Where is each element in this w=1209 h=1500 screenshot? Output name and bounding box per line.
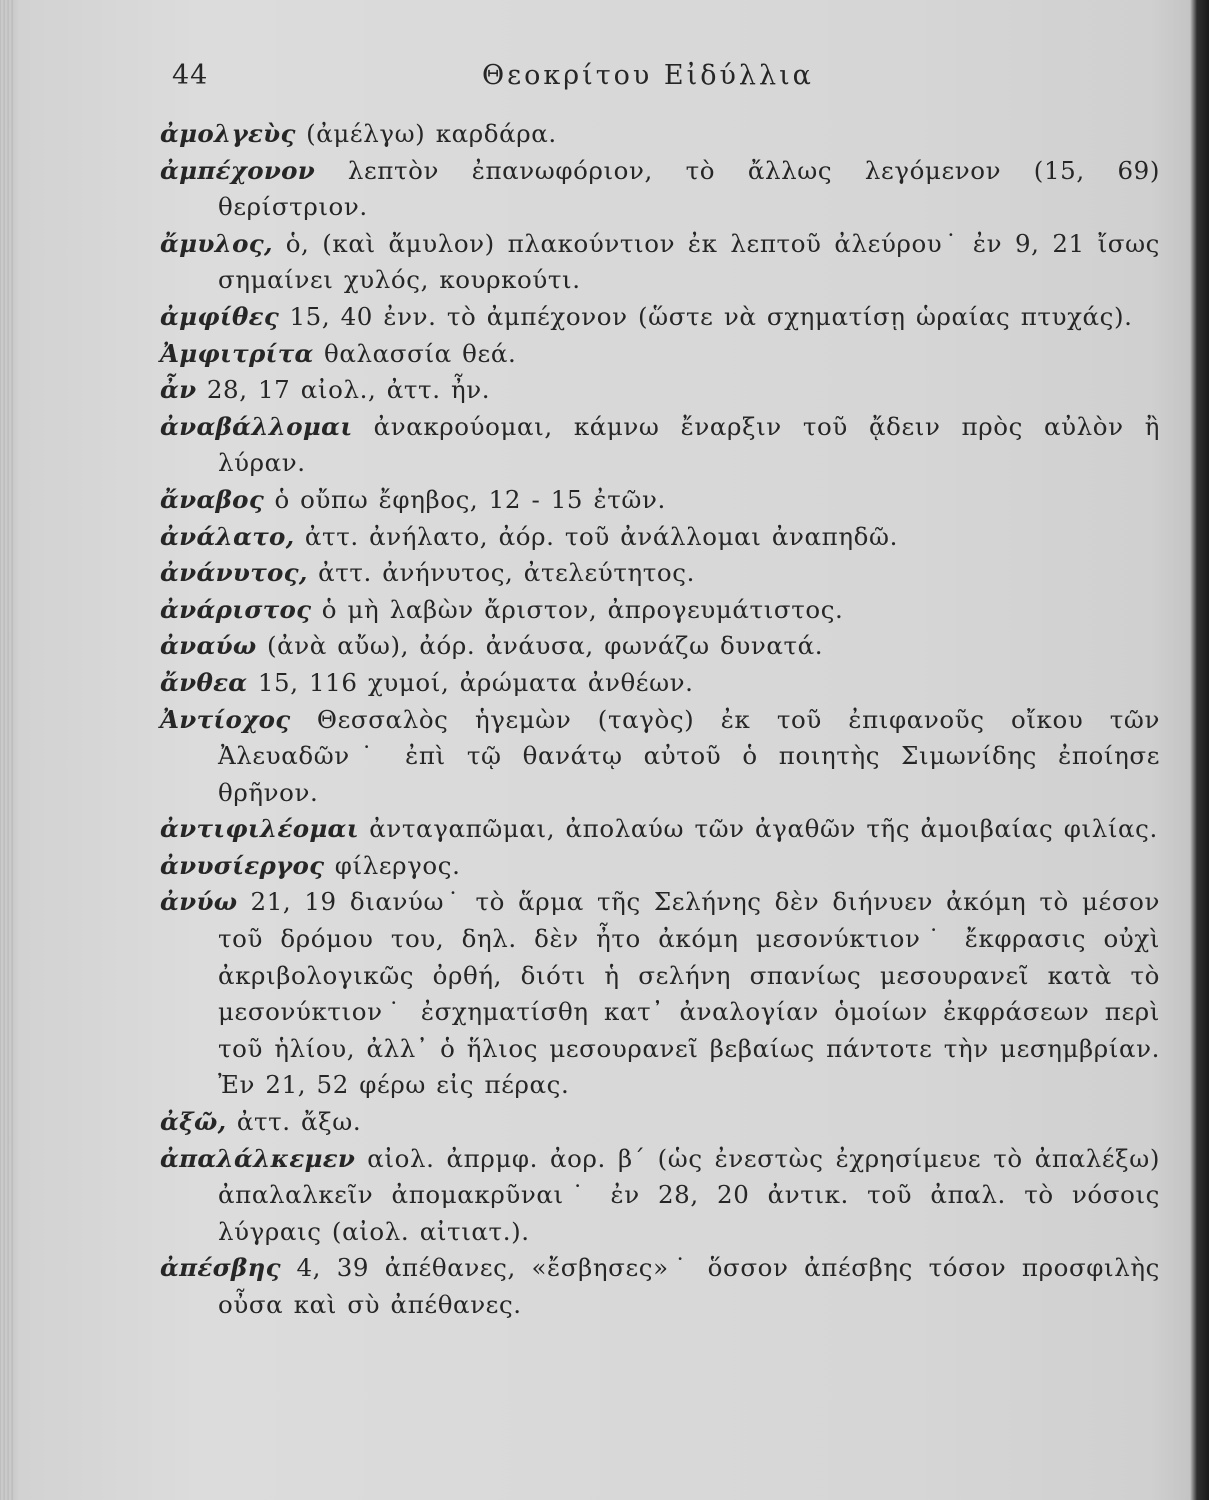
entry-definition: ἀνταγαπῶμαι, ἀπολαύω τῶν ἀγαθῶν τῆς ἀμοιβαίας φιλίας. <box>369 814 1158 844</box>
glossary-entry <box>160 848 1160 885</box>
glossary-entry <box>160 153 1160 226</box>
glossary-entry <box>160 555 1160 592</box>
entry-definition: ἀνακρούομαι, κάμνω ἔναρξιν τοῦ ᾄδειν πρὸς αὐλὸν ἢ λύραν. <box>218 411 1160 478</box>
glossary-entries <box>160 116 1160 1324</box>
entry-definition: λεπτὸν ἐπανωφόριον, τὸ ἄλλως λεγόμενον (15, 69) θερίστριον. <box>218 155 1160 222</box>
glossary-entry <box>160 811 1160 848</box>
glossary-entry <box>160 1250 1160 1323</box>
entry-lemma: ἀναύω <box>160 631 257 661</box>
entry-definition: ὁ, (καὶ ἄμυλον) πλακούντιον ἐκ λεπτοῦ ἀλεύρου˙ ἐν 9, 21 ἴσως σημαίνει χυλός, κουρκούτι. <box>218 228 1160 295</box>
entry-definition: φίλεργος. <box>334 850 461 880</box>
entry-lemma: ἀμολγεὺς <box>160 119 296 148</box>
entry-lemma: ἀμπέχονον <box>160 155 316 185</box>
glossary-entry <box>160 592 1160 629</box>
glossary-entry <box>160 336 1160 373</box>
glossary-entry <box>160 519 1160 556</box>
entry-definition: 21, 19 διανύω˙ τὸ ἅρμα τῆς Σελήνης δὲν διήνυεν ἀκόμη τὸ μέσον τοῦ δρόμου του, δηλ. δὲν ἦτο ἀκόμη μεσονύκτιον˙ ἔκφρασις οὐχὶ ἀκριβολογικῶς ὀρθή, διότι ἡ σελήνη σπανίως μεσουρανεῖ κατὰ τὸ μεσονύκτιον˙ ἐσχηματίσθη κατ᾽ ἀναλογίαν ὁμοίων ἐκφράσεων περὶ τοῦ ἡλίου, ἀλλ᾽ ὁ ἥλιος μεσουρανεῖ βεβαίως πάντοτε τὴν μεσημβρίαν. Ἐν 21, 52 φέρω εἰς πέρας. <box>218 887 1160 1100</box>
entry-lemma: ἀντιφιλέομαι <box>160 814 359 844</box>
glossary-entry <box>160 482 1160 519</box>
entry-definition: θαλασσία θεά. <box>324 338 517 368</box>
glossary-entry <box>160 299 1160 336</box>
page-stack-edge <box>0 0 14 1500</box>
running-title: Θεοκρίτου Εἰδύλλια <box>482 60 814 91</box>
entry-lemma: ἀπαλάλκεμεν <box>160 1143 356 1173</box>
entry-definition: ἀττ. ἀνήνυτος, ἀτελεύτητος. <box>318 558 695 588</box>
entry-lemma: ἄμυλος, <box>160 228 273 258</box>
glossary-entry <box>160 226 1160 299</box>
entry-lemma: ἀξῶ, <box>160 1107 227 1137</box>
glossary-entry <box>160 409 1160 482</box>
glossary-entry <box>160 1104 1160 1141</box>
glossary-entry <box>160 628 1160 665</box>
glossary-entry <box>160 116 1160 153</box>
entry-definition: 28, 17 αἰολ., ἀττ. ἦν. <box>206 375 491 405</box>
entry-lemma: ἆν <box>160 375 197 405</box>
page-number: 44 <box>172 60 209 91</box>
glossary-entry <box>160 372 1160 409</box>
entry-definition: Θεσσαλὸς ἡγεμὼν (ταγὸς) ἐκ τοῦ ἐπιφανοῦς οἴκου τῶν Ἀλευαδῶν˙ ἐπὶ τῷ θανάτῳ αὐτοῦ ὁ ποιητὴς Σιμωνίδης ἐποίησε θρῆνον. <box>218 704 1160 807</box>
entry-definition: αἰολ. ἀπρμφ. ἀορ. β΄ (ὡς ἐνεστὼς ἐχρησίμευε τὸ ἀπαλέξω) ἀπαλαλκεῖν ἀπομακρῦναι˙ ἐν 28, 20 ἀντικ. τοῦ ἀπαλ. τὸ νόσοις λύγραις (αἰολ. αἰτιατ.). <box>218 1143 1160 1246</box>
entry-lemma: ἄναβος <box>160 484 265 514</box>
book-page <box>160 50 1160 1324</box>
entry-lemma: ἀνάλατο, <box>160 521 295 551</box>
entry-lemma: ἀνυσίεργος <box>160 850 325 880</box>
entry-definition: 15, 40 ἐνν. τὸ ἀμπέχονον (ὥστε νὰ σχηματίσῃ ὡραίας πτυχάς). <box>289 301 1133 331</box>
entry-definition: ἀττ. ἀνήλατο, ἀόρ. τοῦ ἀνάλλομαι ἀναπηδῶ. <box>304 521 898 551</box>
entry-definition: 4, 39 ἀπέθανες, «ἔσβησες»˙ ὅσσον ἀπέσβης τόσον προσφιλὴς οὖσα καὶ σὺ ἀπέθανες. <box>218 1253 1160 1319</box>
entry-lemma: ἀνάνυτος, <box>160 558 308 588</box>
entry-lemma: ἀνάριστος <box>160 594 312 624</box>
entry-lemma: ἀνύω <box>160 887 238 917</box>
entry-lemma: ἀμφίθες <box>160 301 280 331</box>
entry-definition: (ἀμέλγω) καρδάρα. <box>306 119 557 148</box>
glossary-entry <box>160 702 1160 812</box>
entry-definition: 15, 116 χυμοί, ἀρώματα ἀνθέων. <box>257 667 694 697</box>
entry-definition: (ἀνὰ αὔω), ἀόρ. ἀνάυσα, φωνάζω δυνατά. <box>266 631 824 661</box>
running-head <box>160 50 1160 98</box>
entry-lemma: Ἀντίοχος <box>160 704 291 734</box>
glossary-entry <box>160 884 1160 1104</box>
entry-definition: ἀττ. ἄξω. <box>236 1107 362 1137</box>
entry-definition: ὁ μὴ λαβὼν ἄριστον, ἀπρογευμάτιστος. <box>321 594 844 624</box>
entry-lemma: ἄνθεα <box>160 667 248 697</box>
entry-lemma: ἀπέσβης <box>160 1253 281 1283</box>
glossary-entry <box>160 665 1160 702</box>
glossary-entry <box>160 1141 1160 1251</box>
entry-definition: ὁ οὔπω ἔφηβος, 12 - 15 ἐτῶν. <box>274 484 666 514</box>
entry-lemma: Ἀμφιτρίτα <box>160 338 314 368</box>
entry-lemma: ἀναβάλλομαι <box>160 411 353 441</box>
